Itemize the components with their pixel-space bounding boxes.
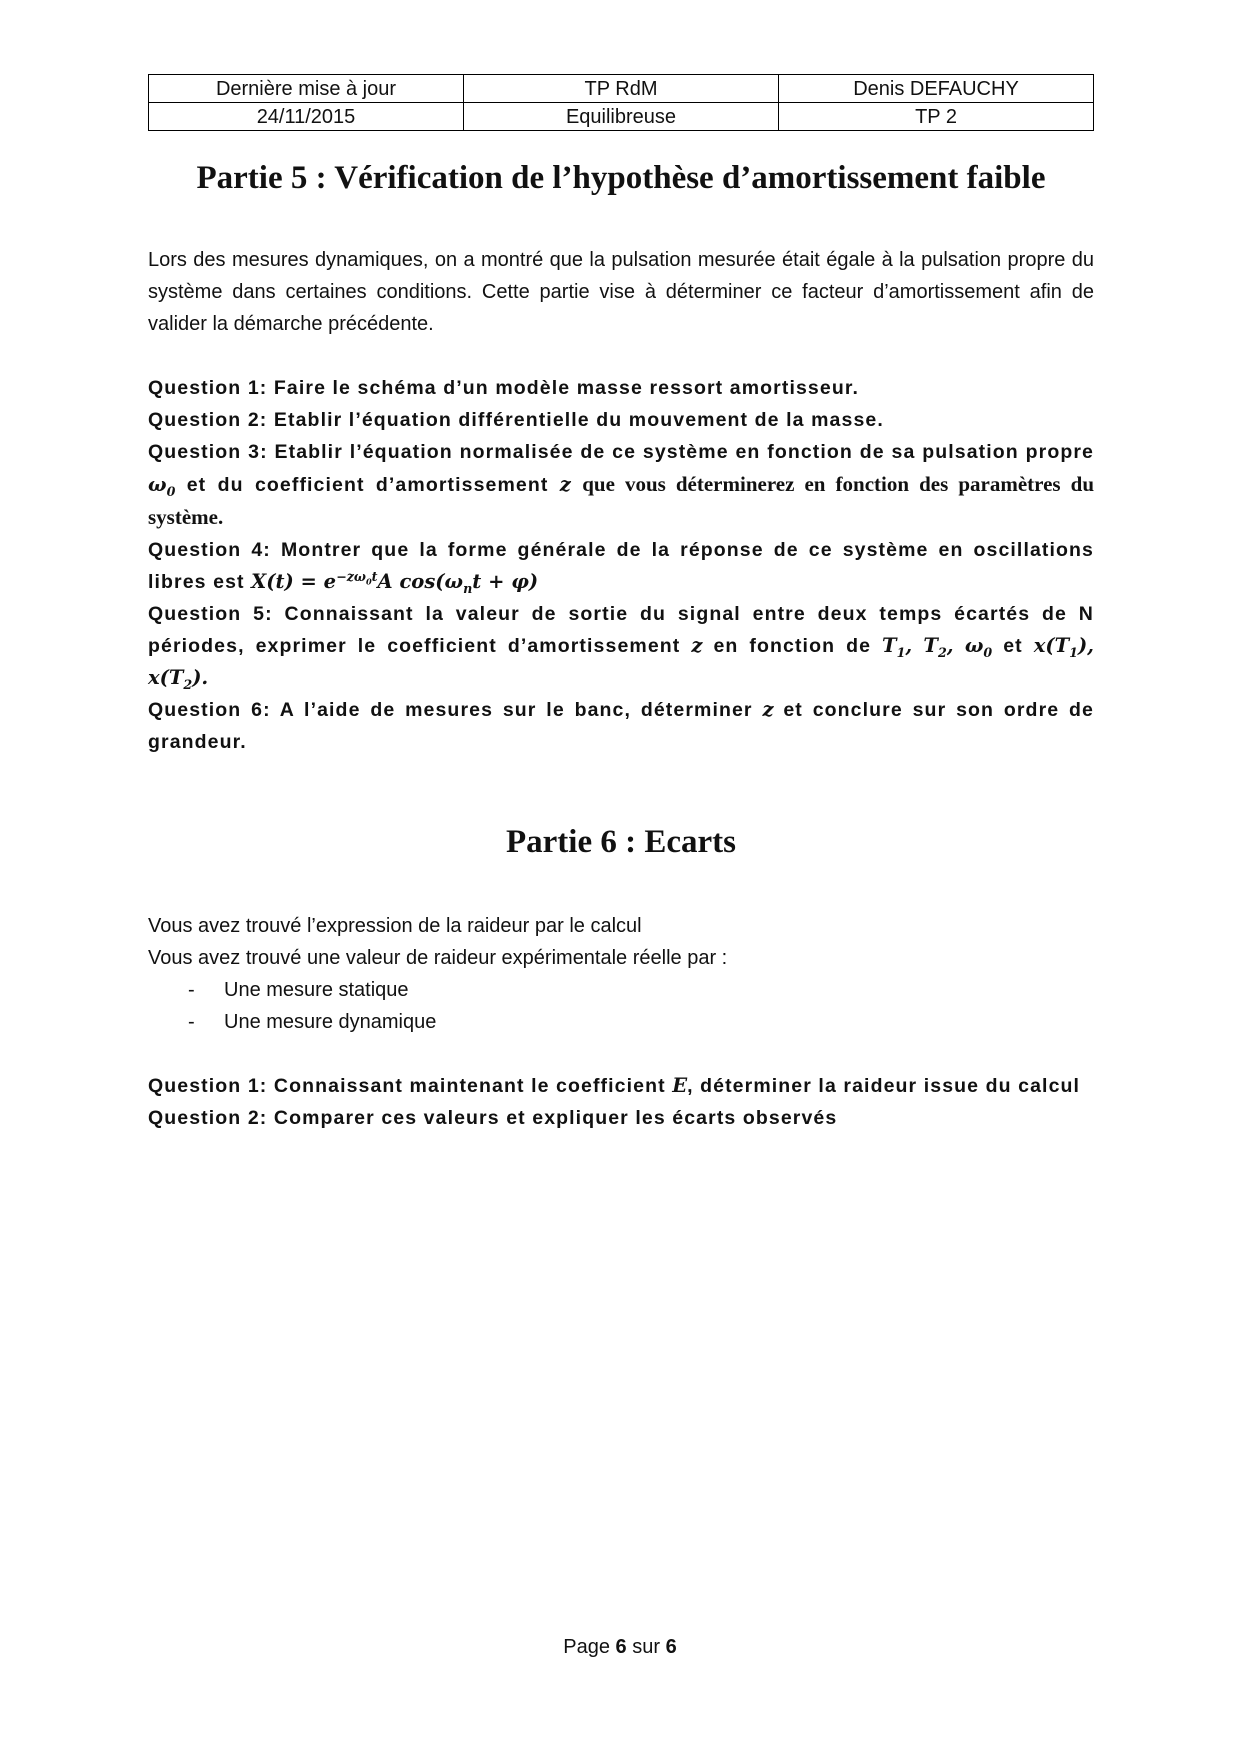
header-cell-subject: Equilibreuse xyxy=(464,103,779,131)
measurement-list xyxy=(148,974,1094,1038)
page-footer: Page 6 sur 6 xyxy=(563,1636,677,1658)
header-cell-tp-number: TP 2 xyxy=(779,103,1094,131)
question-3 xyxy=(148,436,1094,534)
question-text: et du coefficient d’amortissement xyxy=(186,474,549,496)
question-label: Question 1: xyxy=(148,1075,268,1097)
question-1 xyxy=(148,372,1094,404)
header-cell-course: TP RdM xyxy=(464,75,779,103)
math-variables: $T_1$, $T_2$, $\omega_0$ xyxy=(882,634,993,660)
header-cell-author: Denis DEFAUCHY xyxy=(779,75,1094,103)
part5-questions xyxy=(148,372,1094,758)
question-text: et xyxy=(1003,635,1023,657)
question-text: A l’aide de mesures sur le banc, déterminer xyxy=(279,699,753,721)
page-current: 6 xyxy=(615,1636,627,1658)
dash-bullet: - xyxy=(188,979,195,1001)
question-label: Question 2: xyxy=(148,409,268,431)
question-2 xyxy=(148,404,1094,436)
header-cell-last-update-label: Dernière mise à jour xyxy=(149,75,464,103)
math-response-formula: $X(t) = e^{-z\omega_0t}A$ $\cos(\omega_nt + \varphi)$ xyxy=(251,568,539,596)
math-z: z xyxy=(762,698,774,721)
question-text: Comparer ces valeurs et expliquer les écarts observés xyxy=(273,1107,838,1129)
math-z: z xyxy=(559,473,571,496)
header-cell-date: 24/11/2015 xyxy=(149,103,464,131)
question-text: Etablir l’équation différentielle du mouvement de la masse. xyxy=(273,409,884,431)
part6-title: Partie 6 : Ecarts xyxy=(506,824,736,860)
question-label: Question 5: xyxy=(148,603,273,625)
question-text: Connaissant maintenant le coefficient xyxy=(273,1075,666,1097)
list-item: - Une mesure statique xyxy=(148,974,1094,1006)
part6-line-1: Vous avez trouvé l’expression de la raideur par le calcul xyxy=(148,915,642,937)
list-item: - Une mesure dynamique xyxy=(148,1006,1094,1038)
question-6 xyxy=(148,694,1094,758)
question-2 xyxy=(148,1102,1094,1134)
question-5 xyxy=(148,598,1094,694)
question-text: et conclure sur son ordre de grandeur. xyxy=(148,699,1094,753)
question-4 xyxy=(148,534,1094,598)
question-text: , déterminer la raideur issue du calcul xyxy=(687,1075,1081,1097)
question-label: Question 2: xyxy=(148,1107,268,1129)
part5-intro: Lors des mesures dynamiques, on a montré que la pulsation mesurée était égale à la pulsation propre du système dans certaines conditions. Cette partie vise à déterminer ce facteur d’amortissement afin de valider la démarche précédente. xyxy=(148,249,1094,335)
header-row xyxy=(149,103,1094,131)
question-label: Question 1: xyxy=(148,377,268,399)
part6-questions xyxy=(148,1070,1094,1134)
question-text: en fonction de xyxy=(713,635,872,657)
page-total: 6 xyxy=(665,1636,677,1658)
math-omega0: $\omega_0$ xyxy=(148,473,176,499)
math-E: E xyxy=(672,1074,688,1097)
question-text: que vous déterminerez en fonction des paramètres du système. xyxy=(148,472,1094,529)
question-label: Question 3: xyxy=(148,441,268,463)
question-1 xyxy=(148,1070,1094,1102)
header-row xyxy=(149,75,1094,103)
dash-bullet: - xyxy=(188,1011,195,1033)
question-text: Connaissant la valeur de sortie du signal entre deux temps écartés de N périodes, exprimer le coefficient d’amortissement xyxy=(148,603,1094,657)
question-text: Montrer que la forme générale de la réponse de ce système en oscillations libres est xyxy=(148,539,1094,593)
question-label: Question 4: xyxy=(148,539,271,561)
math-x-values: $x(T_1)$, $x(T_2)$. xyxy=(148,634,1094,692)
math-z: z xyxy=(691,634,703,657)
header-table xyxy=(148,74,1094,131)
question-text: Etablir l’équation normalisée de ce système en fonction de sa pulsation propre xyxy=(274,441,1094,463)
part6-line-2: Vous avez trouvé une valeur de raideur expérimentale réelle par : xyxy=(148,947,728,969)
part5-title: Partie 5 : Vérification de l’hypothèse d’amortissement faible xyxy=(196,160,1046,196)
question-label: Question 6: xyxy=(148,699,271,721)
question-text: Faire le schéma d’un modèle masse ressort amortisseur. xyxy=(273,377,859,399)
